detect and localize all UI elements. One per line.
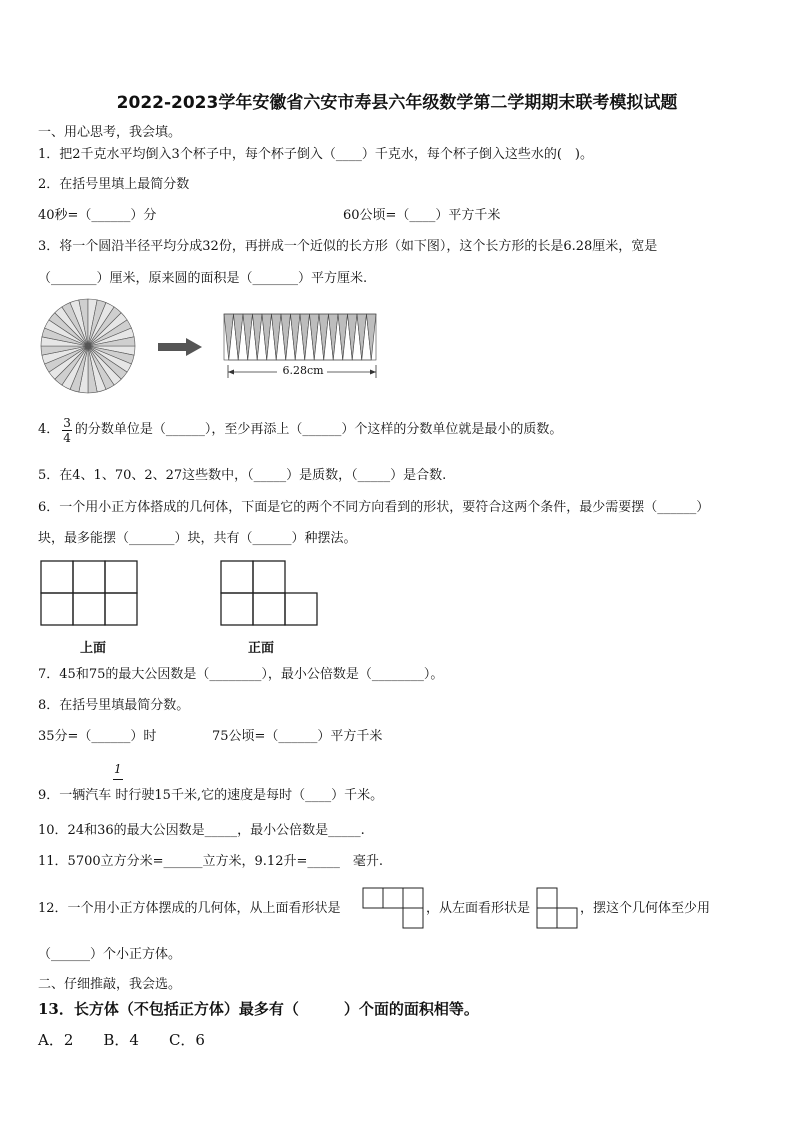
- front-view-grid: [220, 560, 320, 628]
- fraction-denominator: 4: [63, 430, 71, 445]
- question-4: [38, 410, 562, 450]
- question-3-line1: 3．将一个圆沿半径平均分成32份，再拼成一个近似的长方形（如下图），这个长方形的长是6.28厘米，宽是: [38, 239, 658, 254]
- circle-sectors-figure: [38, 298, 138, 398]
- fraction-numerator: 3: [63, 415, 71, 430]
- question-10: 10．24和36的最大公因数是_____，最小公倍数是_____.: [38, 823, 365, 838]
- question-13-options: A．2 B．4 C．6: [38, 1031, 205, 1049]
- fraction-three-quarters: [62, 416, 72, 445]
- question-4-number: 4．: [38, 422, 60, 437]
- question-7: 7．45和75的最大公因数是（________），最小公倍数是（________）。: [38, 667, 444, 682]
- question-2: 2．在括号里填上最简分数: [38, 177, 190, 192]
- question-12-part3: ，摆这个几何体至少用: [580, 901, 711, 916]
- question-8: 8．在括号里填最简分数。: [38, 698, 190, 713]
- question-9: 9．一辆汽车 时行驶15千米,它的速度是每时（____）千米。: [38, 788, 384, 803]
- question-3-line2: （_______）厘米，原来圆的面积是（_______）平方厘米.: [38, 271, 368, 286]
- question-8a: 35分=（______）时: [38, 729, 157, 744]
- question-2b: 60公顷=（____）平方千米: [343, 208, 501, 223]
- q9-fraction-bar: [113, 779, 123, 780]
- q12-left-view-shape: [536, 887, 580, 931]
- question-11: 11．5700立方分米=______立方米，9.12升=_____ 毫升.: [38, 854, 383, 869]
- top-view-label: 上面: [80, 641, 107, 656]
- question-8b: 75公顷=（______）平方千米: [212, 729, 383, 744]
- question-12-part2: ，从左面看形状是: [426, 901, 531, 916]
- rectangle-length-label: 6.28cm: [282, 364, 324, 377]
- q12-top-view-shape: [362, 887, 426, 931]
- right-arrow-icon: [158, 338, 202, 356]
- section-heading-1: 一、用心思考，我会填。: [38, 125, 182, 140]
- question-6-line2: 块，最多能摆（_______）块，共有（______）种摆法。: [38, 531, 357, 546]
- page-title: 2022-2023学年安徽省六安市寿县六年级数学第二学期期末联考模拟试题: [116, 93, 678, 113]
- q9-fraction-numerator: 1: [114, 762, 122, 776]
- question-2a: 40秒=（______）分: [38, 208, 157, 223]
- front-view-label: 正面: [248, 641, 275, 656]
- question-13: 13．长方体（不包括正方体）最多有（ ）个面的面积相等。: [38, 1000, 479, 1018]
- question-12-line2: （______）个小正方体。: [38, 947, 182, 962]
- top-view-grid: [40, 560, 140, 628]
- section-heading-2: 二、仔细推敲，我会选。: [38, 977, 182, 992]
- question-1: 1．把2千克水平均倒入3个杯子中，每个杯子倒入（____）千克水，每个杯子倒入这些水的( )。: [38, 147, 593, 162]
- question-5: 5．在4、1、70、2、27这些数中，（_____）是质数，（_____）是合数.: [38, 468, 447, 483]
- question-12-part1: 12．一个用小正方体摆成的几何体，从上面看形状是: [38, 901, 341, 916]
- question-6-line1: 6．一个用小正方体搭成的几何体，下面是它的两个不同方向看到的形状，要符合这两个条件，最少需要摆（______）: [38, 500, 710, 515]
- question-4-text: 的分数单位是（______），至少再添上（______）个这样的分数单位就是最小的质数。: [74, 422, 563, 437]
